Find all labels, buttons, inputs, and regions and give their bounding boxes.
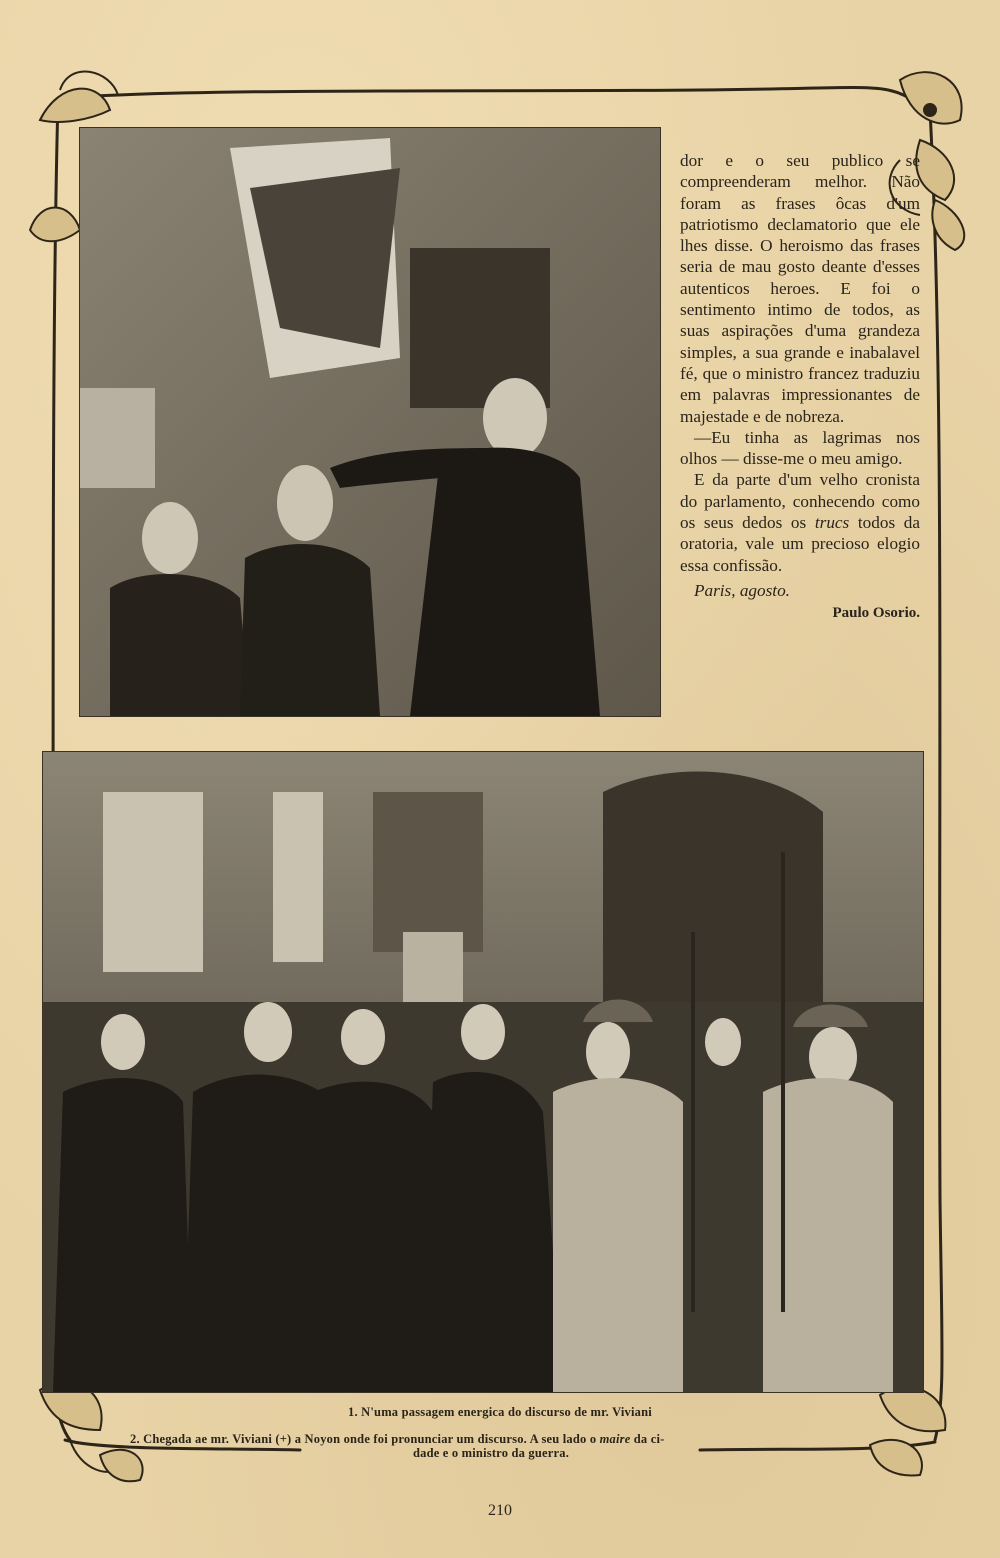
- photo-viviani-speech: [79, 127, 661, 717]
- article-emphasis-trucs: trucs: [814, 513, 850, 533]
- photo-caption-2-part-a: 2. Chegada ae mr. Viviani (+) a Noyon onde foi pronunciar um discurso. A seu lado o: [130, 1432, 597, 1446]
- article-paragraph-3-part-b: todos da oratoria, vale um precioso elogio essa confissão.: [680, 513, 921, 575]
- photo-caption-2-part-b: da ci-: [633, 1432, 665, 1446]
- article-paragraph-1: dor e o seu publico se compreenderam melhor. Não foram as frases ôcas d'um patriotismo declamatorio que ele lhes disse. O heroismo das frases seria de mau gosto deante d'esses autenticos heroes. E foi o sentimento intimo de todos, as suas aspirações d'uma grandeza simples, a sua grande e inabalavel fé, que o ministro francez traduziu em palavras impressionantes de majestade e de nobreza.: [680, 151, 920, 426]
- article-paragraph-3-part-a: E da parte d'um velho cronista do parlamento, conhecendo como os seus dedos os: [680, 470, 920, 533]
- photo-caption-2: [130, 1432, 852, 1460]
- photo-noyon-arrival: [42, 751, 924, 1393]
- article-paragraph-2: —Eu tinha as lagrimas nos olhos — disse-me o meu amigo.: [680, 427, 920, 469]
- photo-caption-2-line-2: dade e o ministro da guerra.: [412, 1446, 570, 1460]
- article-dateline: Paris, agosto.: [694, 580, 790, 600]
- article-signature: Paulo Osorio.: [832, 605, 920, 622]
- page-number: 210: [488, 1502, 512, 1519]
- photo-caption-2-emphasis: maire: [599, 1432, 631, 1446]
- article-text-column: [680, 150, 920, 625]
- article-paragraph-3: [680, 469, 920, 575]
- photo-caption-1: 1. N'uma passagem energica do discurso de mr. Viviani: [348, 1405, 652, 1419]
